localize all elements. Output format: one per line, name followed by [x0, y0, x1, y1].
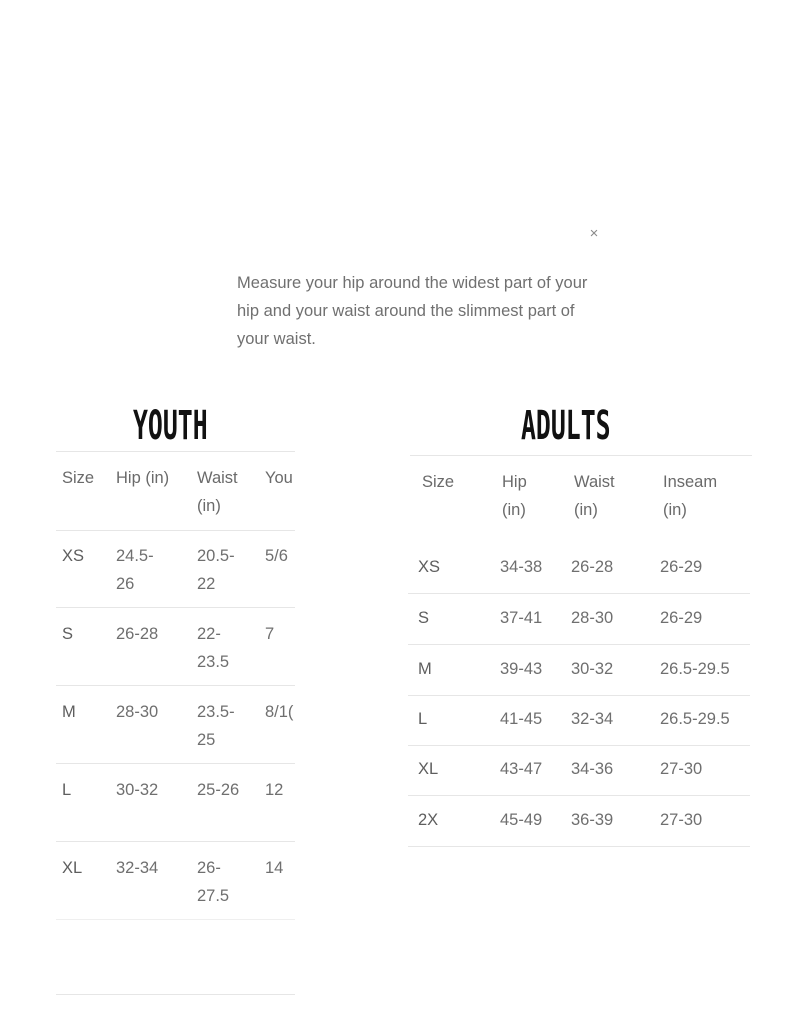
table-row [408, 543, 750, 594]
adults-cell-size: XL [418, 760, 439, 778]
youth-header-size: Size [62, 469, 95, 487]
youth-cell-youth: 14 [265, 859, 284, 877]
table-row [408, 695, 750, 746]
youth-cell-waist: 23.5-25 [197, 703, 235, 749]
close-icon[interactable]: × [589, 225, 599, 242]
table-row [408, 796, 750, 847]
adults-size-table [408, 455, 752, 847]
adults-header-size: Size [422, 473, 455, 491]
adults-cell-inseam: 26.5-29.5 [660, 660, 730, 678]
adults-cell-size: XS [418, 558, 441, 576]
adults-cell-waist: 28-30 [571, 609, 614, 627]
adults-cell-size: L [418, 710, 428, 728]
table-row [56, 842, 295, 920]
youth-cell-waist: 20.5-22 [197, 547, 235, 593]
youth-cell-youth: 5/6 [265, 547, 288, 565]
youth-header-youth: You [265, 469, 293, 487]
youth-cell-youth: 12 [265, 781, 284, 799]
adults-header-hip: Hip (in) [502, 473, 527, 519]
adults-cell-hip: 43-47 [500, 760, 543, 778]
adults-cell-size: M [418, 660, 432, 678]
adults-cell-inseam: 27-30 [660, 760, 703, 778]
adults-cell-waist: 32-34 [571, 710, 614, 728]
youth-cell-size: M [62, 703, 76, 721]
youth-cell-waist: 25-26 [197, 781, 240, 799]
table-row [408, 645, 750, 696]
adults-cell-inseam: 26.5-29.5 [660, 710, 730, 728]
table-row [56, 686, 295, 764]
youth-size-table [56, 451, 295, 1012]
adults-cell-waist: 36-39 [571, 811, 614, 829]
youth-cell-hip: 30-32 [116, 781, 159, 799]
table-row [56, 764, 295, 842]
adults-cell-hip: 37-41 [500, 609, 543, 627]
youth-header-hip: Hip (in) [116, 469, 170, 487]
youth-cell-waist: 26-27.5 [197, 859, 230, 905]
youth-cell-size: XL [62, 859, 83, 877]
adults-cell-hip: 39-43 [500, 660, 543, 678]
youth-cell-size: S [62, 625, 74, 643]
youth-cell-size: XS [62, 547, 85, 565]
youth-cell-waist: 22-23.5 [197, 625, 230, 671]
adults-cell-hip: 34-38 [500, 558, 543, 576]
adults-cell-waist: 26-28 [571, 558, 614, 576]
youth-cell-hip: 28-30 [116, 703, 159, 721]
youth-cell-youth: 8/1( [265, 703, 294, 721]
youth-cell-hip: 26-28 [116, 625, 159, 643]
adults-cell-inseam: 27-30 [660, 811, 703, 829]
adults-cell-inseam: 26-29 [660, 558, 703, 576]
adults-table-header [410, 455, 752, 539]
adults-cell-inseam: 26-29 [660, 609, 703, 627]
adults-cell-waist: 30-32 [571, 660, 614, 678]
adults-cell-size: S [418, 609, 430, 627]
adults-cell-waist: 34-36 [571, 760, 614, 778]
table-row [56, 530, 295, 608]
youth-cell-youth: 7 [265, 625, 275, 643]
youth-header-waist: Waist (in) [197, 469, 238, 515]
table-row [408, 745, 750, 796]
youth-cell-hip: 32-34 [116, 859, 159, 877]
adults-cell-hip: 45-49 [500, 811, 543, 829]
youth-table-header [56, 452, 295, 531]
adults-cell-hip: 41-45 [500, 710, 543, 728]
adults-cell-size: 2X [418, 811, 439, 829]
youth-cell-hip: 24.5-26 [116, 547, 154, 593]
youth-cell-size: L [62, 781, 72, 799]
adults-header-waist: Waist (in) [574, 473, 615, 519]
table-row [56, 608, 295, 686]
adults-header-inseam: Inseam (in) [663, 473, 718, 519]
adults-title: ADULTS [521, 403, 611, 449]
youth-title: YOUTH [133, 403, 208, 449]
table-row [408, 594, 750, 645]
youth-table-bottom-divider [56, 994, 295, 995]
measurement-instructions: Measure your hip around the widest part of your hip and your waist around the slimmest part of your waist. [237, 274, 588, 348]
